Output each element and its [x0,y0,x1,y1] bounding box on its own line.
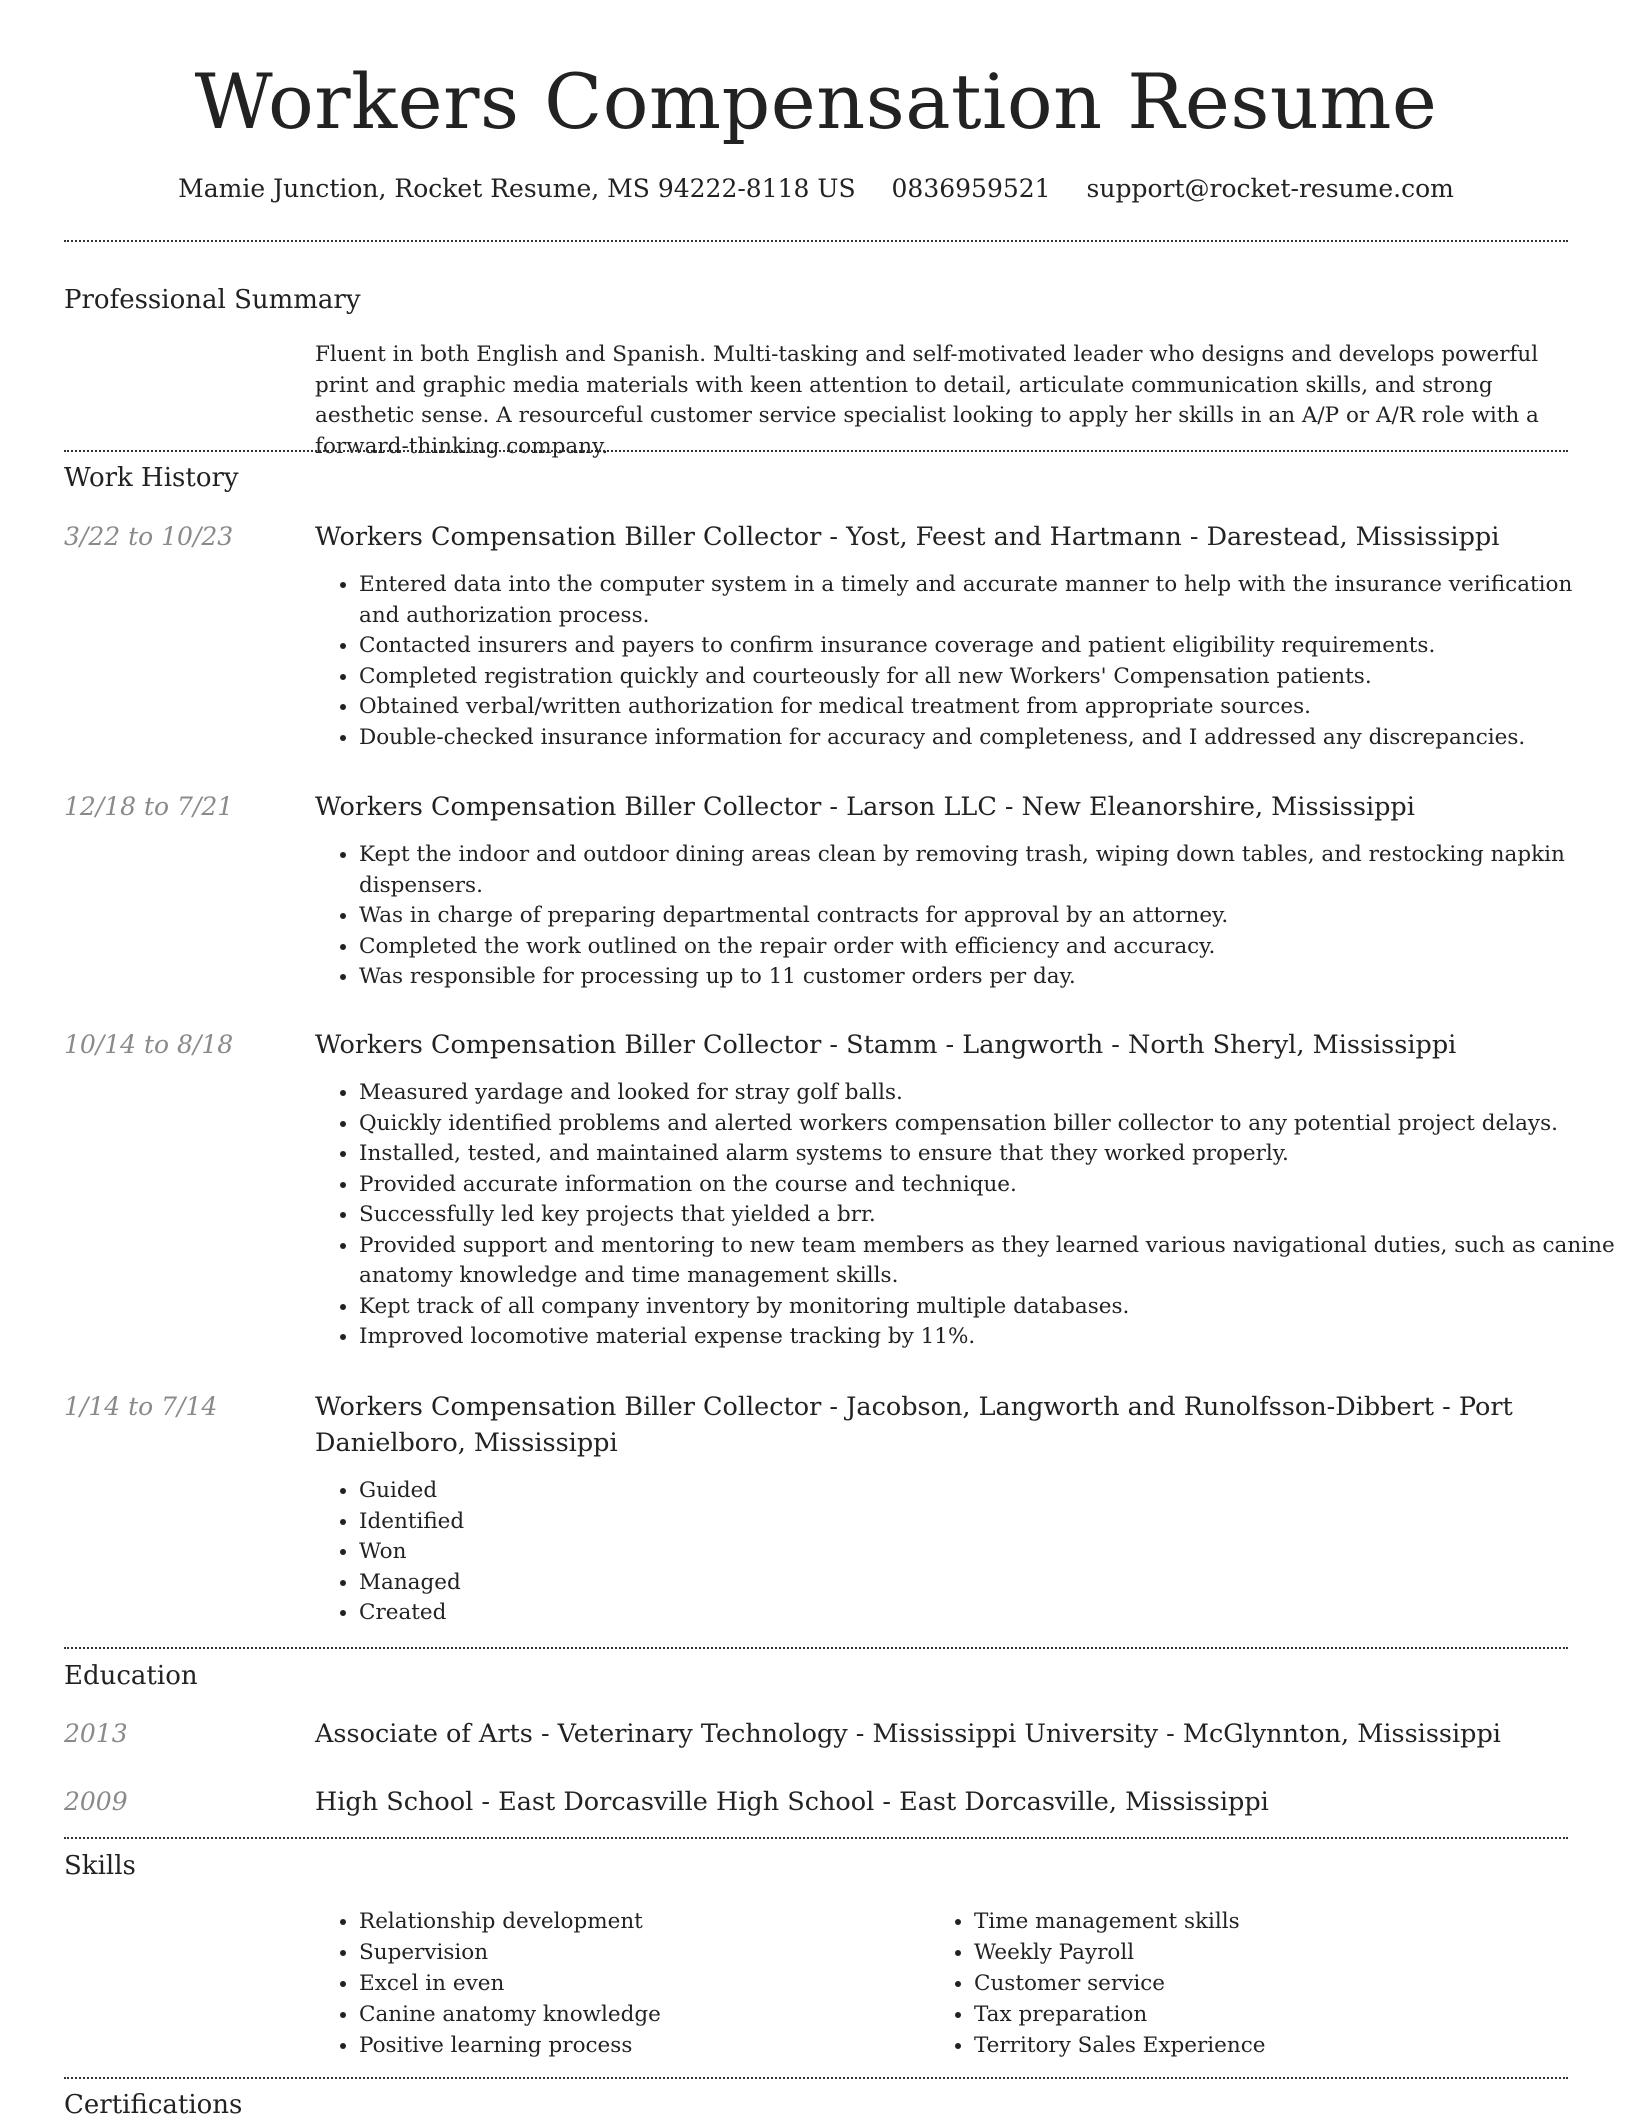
list-item: • Excel in even [359,1968,959,1999]
list-item: • Installed, tested, and maintained alarm systems to ensure that they worked properly. [359,1139,1619,1170]
skills-list-left [315,1906,959,2061]
section-heading-education: Education [64,1661,198,1691]
list-item: • Managed [359,1568,1619,1599]
list-item: • Quickly identified problems and alerted workers compensation biller collector to any potential project delays. [359,1109,1619,1140]
job-dates: 12/18 to 7/21 [64,792,234,821]
education-title: Associate of Arts - Veterinary Technology - Mississippi University - McGlynnton, Mississippi [315,1719,1501,1749]
list-item: • Weekly Payroll [974,1937,1574,1968]
job-title: Workers Compensation Biller Collector - Jacobson, Langworth and Runolfsson-Dibbert - Port Danielboro, Mississippi [315,1392,1513,1458]
job-title: Workers Compensation Biller Collector - Stamm - Langworth - North Sheryl, Mississippi [315,1030,1457,1060]
resume-title: Workers Compensation Resume [194,57,1438,146]
contact-line [0,170,1632,208]
list-item: • Was responsible for processing up to 11 customer orders per day. [359,962,1619,993]
summary-text: Fluent in both English and Spanish. Multi-tasking and self-motivated leader who designs and develops powerful print and graphic media materials with keen attention to detail, articulate communication skills, and strong aesthetic sense. A resourceful customer service specialist looking to apply her skills in an A/P or A/R role with a forward-thinking company. [315,342,1539,459]
list-item: • Entered data into the computer system in a timely and accurate manner to help with the insurance verification and authorization process. [359,570,1619,631]
list-item: • Contacted insurers and payers to confirm insurance coverage and patient eligibility requirements. [359,631,1619,662]
section-heading-summary: Professional Summary [64,285,361,315]
list-item: • Created [359,1598,1619,1629]
list-item: • Improved locomotive material expense tracking by 11%. [359,1322,1619,1353]
list-item: • Kept the indoor and outdoor dining areas clean by removing trash, wiping down tables, and restocking napkin dispensers. [359,840,1619,901]
job-title: Workers Compensation Biller Collector - Larson LLC - New Eleanorshire, Mississippi [315,792,1415,822]
list-item: • Supervision [359,1937,959,1968]
education-year: 2009 [64,1787,128,1816]
list-item: • Provided support and mentoring to new team members as they learned various navigational duties, such as canine anatomy knowledge and time management skills. [359,1231,1619,1292]
job-bullets [315,840,1619,993]
divider [64,2077,1568,2079]
list-item: • Relationship development [359,1906,959,1937]
section-heading-certifications: Certifications [64,2090,243,2120]
list-item: • Tax preparation [974,1999,1574,2030]
divider [64,450,1568,452]
job-title: Workers Compensation Biller Collector - Yost, Feest and Hartmann - Darestead, Mississippi [315,522,1500,552]
job-bullets [315,1476,1619,1629]
list-item: • Was in charge of preparing departmental contracts for approval by an attorney. [359,901,1619,932]
divider [64,1837,1568,1839]
list-item: • Customer service [974,1968,1574,1999]
list-item: • Successfully led key projects that yielded a brr. [359,1200,1619,1231]
contact-phone: 0836959521 [891,174,1051,203]
contact-address: Mamie Junction, Rocket Resume, MS 94222-8118 US [178,174,856,203]
education-title: High School - East Dorcasville High School - East Dorcasville, Mississippi [315,1787,1269,1817]
skills-list-right [930,1906,1574,2061]
list-item: • Completed the work outlined on the repair order with efficiency and accuracy. [359,932,1619,963]
list-item: • Time management skills [974,1906,1574,1937]
list-item: • Won [359,1537,1619,1568]
job-dates: 3/22 to 10/23 [64,522,234,551]
job-bullets [315,570,1619,753]
list-item: • Provided accurate information on the course and technique. [359,1170,1619,1201]
section-heading-skills: Skills [64,1851,136,1881]
list-item: • Completed registration quickly and courteously for all new Workers' Compensation patients. [359,662,1619,693]
list-item: • Measured yardage and looked for stray golf balls. [359,1078,1619,1109]
job-bullets [315,1078,1619,1353]
divider [64,1647,1568,1649]
list-item: • Kept track of all company inventory by monitoring multiple databases. [359,1292,1619,1323]
list-item: • Double-checked insurance information for accuracy and completeness, and I addressed any discrepancies. [359,723,1619,754]
contact-email: support@rocket-resume.com [1086,174,1454,203]
list-item: • Obtained verbal/written authorization for medical treatment from appropriate sources. [359,692,1619,723]
education-year: 2013 [64,1719,128,1748]
divider [64,240,1568,242]
list-item: • Positive learning process [359,2030,959,2061]
list-item: • Canine anatomy knowledge [359,1999,959,2030]
list-item: • Identified [359,1507,1619,1538]
section-heading-work: Work History [64,463,239,493]
list-item: • Guided [359,1476,1619,1507]
job-dates: 10/14 to 8/18 [64,1030,234,1059]
list-item: • Territory Sales Experience [974,2030,1574,2061]
job-dates: 1/14 to 7/14 [64,1392,218,1421]
